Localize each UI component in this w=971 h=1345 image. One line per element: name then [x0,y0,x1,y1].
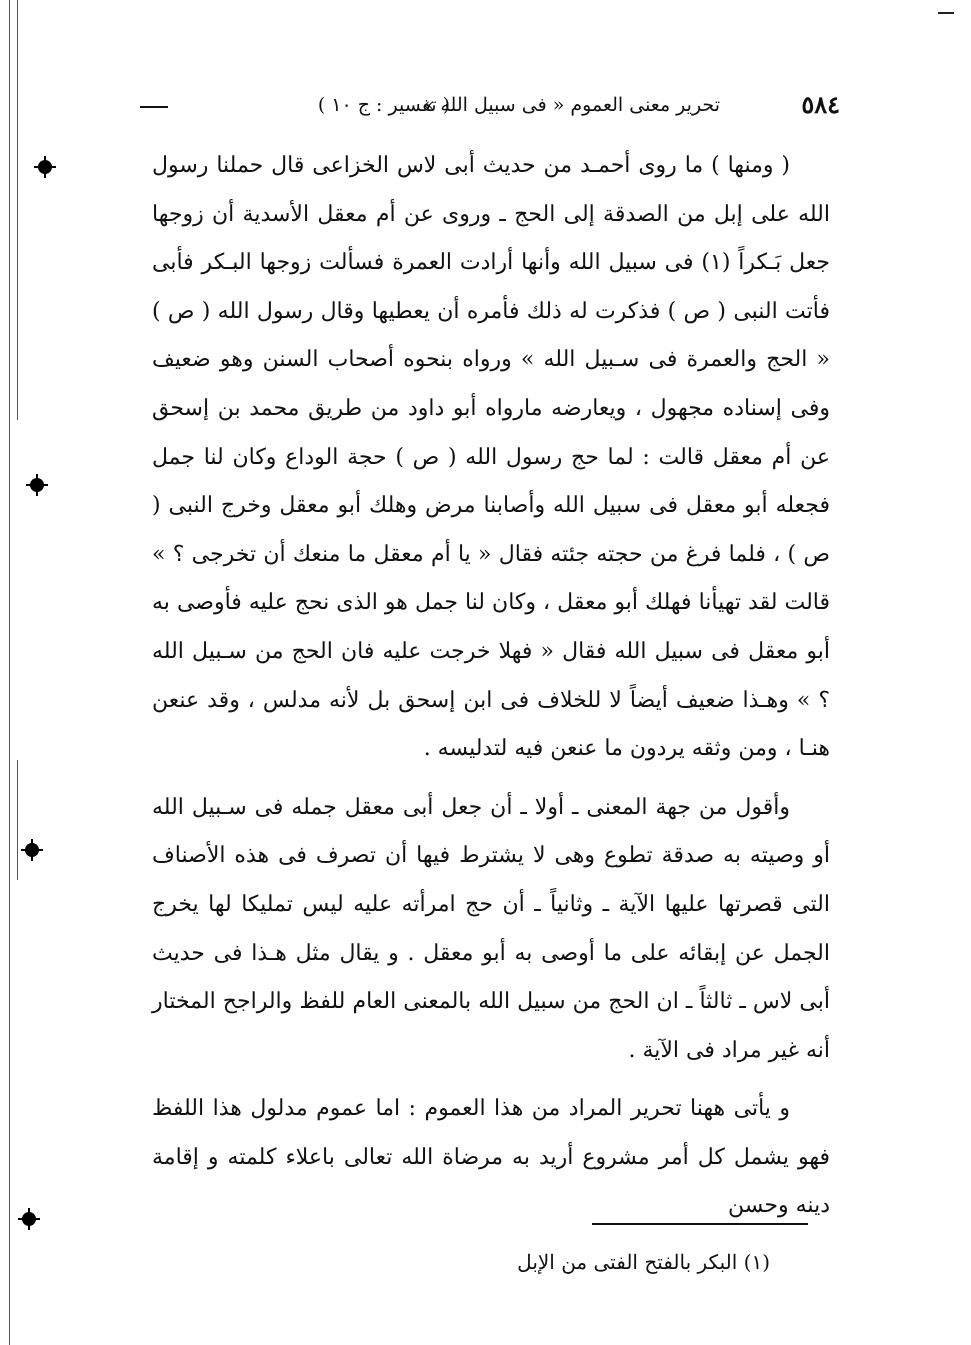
body-text [152,142,830,1231]
paragraph: وأقول من جهة المعنى ـ أولا ـ أن جعل أبى معقل جمله فى سـبيل الله أو وصيته به صدقة تطوع وهى لا يشترط فيها أن تصرف فى هذه الأصناف التى قصرتها عليها الآية ـ وثانياً ـ أن حج امرأته عليه ليس تمليكا لها يخرج الجمل عن إبقائه على ما أوصى به أبو معقل . و يقال مثل هـذا فى حديث أبى لاس ـ ثالثاً ـ ان الحج من سبيل الله بالمعنى العام للفظ والراجح المختار أنه غير مراد فى الآية . [152,794,830,1063]
scan-edge-line [17,0,18,420]
scan-edge-line [17,760,18,880]
paragraph: و يأتى ههنا تحرير المراد من هذا العموم : اما عموم مدلول هذا اللفظ فهو يشمل كل أمر مشروع أريد به مرضاة الله تعالى باعلاء كلمته و إقامة دينه وحسن [152,1096,830,1219]
running-title: تحرير معنى العموم « فى سبيل الله » [422,94,720,116]
volume-reference: ( تفسير : ج ١٠ ) [317,94,450,116]
scan-edge-line [9,0,10,1345]
footnote-divider [592,1223,808,1225]
binding-hole-mark [38,160,52,174]
footnote: (١) البكر بالفتح الفتى من الإبل [517,1250,770,1274]
binding-hole-mark [22,1212,36,1226]
header-dash [140,106,168,108]
paragraph: ( ومنها ) ما روى أحمـد من حديث أبى لاس الخزاعى قال حملنا رسول الله على إبل من الصدقة إلى الحج ـ وروى عن أم معقل الأسدية أن زوجها جعل بَـكراً (١) فى سبيل الله وأنها أرادت العمرة فسألت زوجها البـكر فأبى فأتت النبى ( ص ) فذكرت له ذلك فأمره أن يعطيها وقال رسول الله ( ص ) « الحج والعمرة فى سـبيل الله » ورواه بنحوه أصحاب السنن وهو ضعيف وفى إسناده مجهول ، ويعارضه مارواه أبو داود من طريق محمد بن إسحق عن أم معقل قالت : لما حج رسول الله ( ص ) حجة الوداع وكان لنا جمل فجعله أبو معقل فى سبيل الله وأصابنا مرض وهلك أبو معقل وخرج النبى ( ص ) ، فلما فرغ من حجته جئته فقال « يا أم معقل ما منعك أن تخرجى ؟ » قالت لقد تهيأنا فهلك أبو معقل ، وكان لنا جمل هو الذى نحج عليه فأوصى به أبو معقل فى سبيل الله فقال « فهلا خرجت عليه فان الحج من سـبيل الله ؟ » وهـذا ضعيف أيضاً لا للخلاف فى ابن إسحق بل لأنه مدلس ، وقد عنعن هنـا ، ومن وثقه يردون ما عنعن فيه لتدليسه . [152,153,830,762]
page-header [140,88,840,128]
binding-hole-mark [25,843,39,857]
scan-mark [938,12,954,14]
page-number: ٥٨٤ [801,90,840,119]
binding-hole-mark [30,478,44,492]
